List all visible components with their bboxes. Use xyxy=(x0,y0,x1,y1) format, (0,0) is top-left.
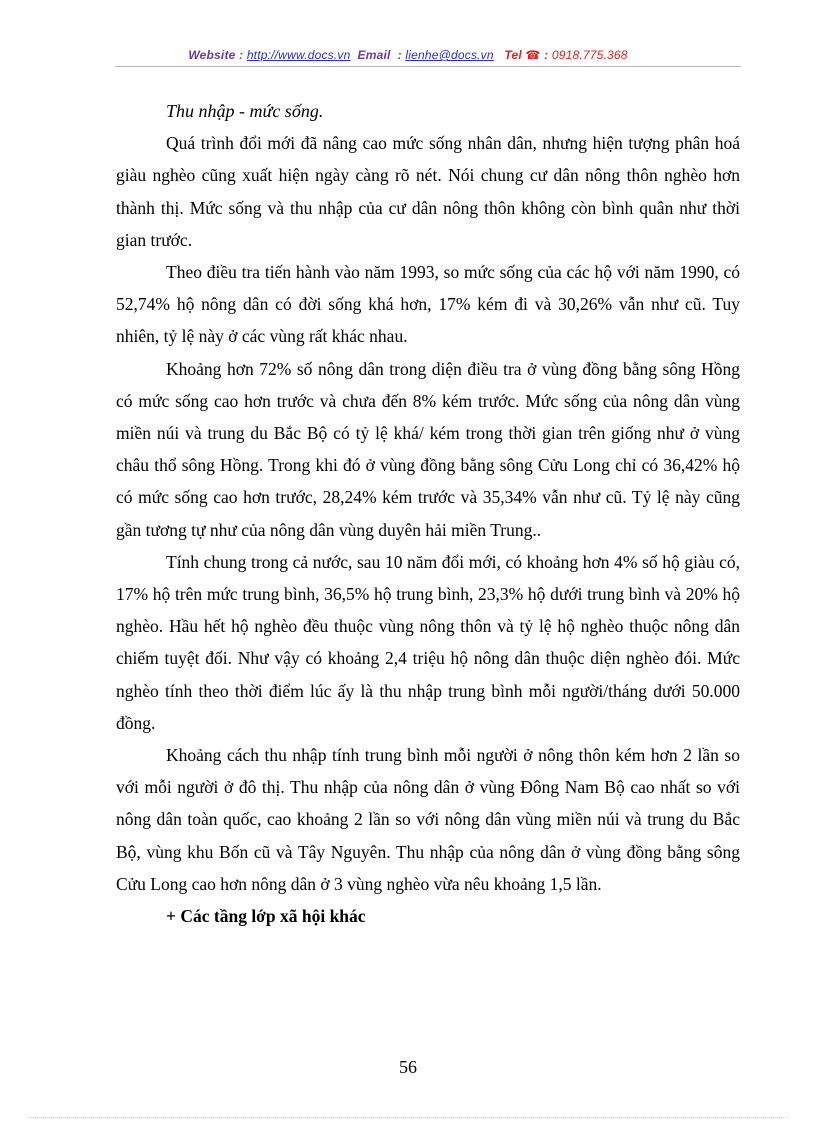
website-label: Website : xyxy=(188,48,244,62)
website-link[interactable]: http://www.docs.vn xyxy=(246,48,351,62)
tel-label: Tel ☎ : xyxy=(504,48,549,62)
paragraph: Khoảng cách thu nhập tính trung bình mỗi người ở nông thôn kém hơn 2 lần so với mỗi người ở đô thị. Thu nhập của nông dân ở vùng Đông Nam Bộ cao nhất so với nông dân toàn quốc, cao khoảng 2 lần so với nông dân vùng miền núi và trung du Bắc Bộ, vùng khu Bốn cũ và Tây Nguyên. Thu nhập của nông dân ở vùng đồng bằng sông Cửu Long cao hơn nông dân ở 3 vùng nghèo vừa nêu khoảng 1,5 lần. xyxy=(116,745,740,894)
document-body xyxy=(116,95,740,932)
email-link[interactable]: lienhe@docs.vn xyxy=(405,48,494,62)
email-separator: : xyxy=(397,48,402,62)
page-number: 56 xyxy=(399,1057,417,1077)
paragraph: Khoảng hơn 72% số nông dân trong diện điều tra ở vùng đồng bằng sông Hồng có mức sống cao hơn trước và chưa đến 8% kém trước. Mức sống của nông dân vùng miền núi và trung du Bắc Bộ có tỷ lệ khá/ kém trong thời gian trên giống như ở vùng châu thổ sông Hồng. Trong khi đó ở vùng đồng bằng sông Cửu Long chỉ có 36,42% hộ có mức sống cao hơn trước, 28,24% kém trước và 35,34% vẫn như cũ. Tỷ lệ này cũng gần tương tự như của nông dân vùng duyên hải miền Trung.. xyxy=(116,358,740,540)
paragraph: Tính chung trong cả nước, sau 10 năm đổi mới, có khoảng hơn 4% số hộ giàu có, 17% hộ trên mức trung bình, 36,5% hộ trung bình, 23,3% hộ dưới trung bình và 20% hộ nghèo. Hầu hết hộ nghèo đều thuộc vùng nông thôn và tỷ lệ hộ nghèo thuộc nông dân chiếm tuyệt đối. Như vậy có khoảng 2,4 triệu hộ nông dân thuộc diện nghèo đói. Mức nghèo tính theo thời điểm lúc ấy là thu nhập trung bình mỗi người/tháng dưới 50.000 đồng. xyxy=(116,551,740,733)
section-heading: Thu nhập - mức sống. xyxy=(166,101,324,121)
header-divider xyxy=(115,66,741,67)
paragraph: Quá trình đổi mới đã nâng cao mức sống nhân dân, nhưng hiện tượng phân hoá giàu nghèo cũng xuất hiện ngày càng rõ nét. Nói chung cư dân nông thôn nghèo hơn thành thị. Mức sống và thu nhập của cư dân nông thôn không còn bình quân như thời gian trước. xyxy=(116,133,740,250)
footer-divider xyxy=(28,1117,788,1118)
page-header xyxy=(0,48,816,62)
paragraph: Theo điều tra tiến hành vào năm 1993, so mức sống của các hộ với năm 1990, có 52,74% hộ nông dân có đời sống khá hơn, 17% kém đi và 30,26% vẫn như cũ. Tuy nhiên, tỷ lệ này ở các vùng rất khác nhau. xyxy=(116,262,740,347)
subheading: + Các tầng lớp xã hội khác xyxy=(166,906,366,927)
tel-value: 0918.775.368 xyxy=(551,48,628,62)
email-label: Email xyxy=(357,48,391,62)
